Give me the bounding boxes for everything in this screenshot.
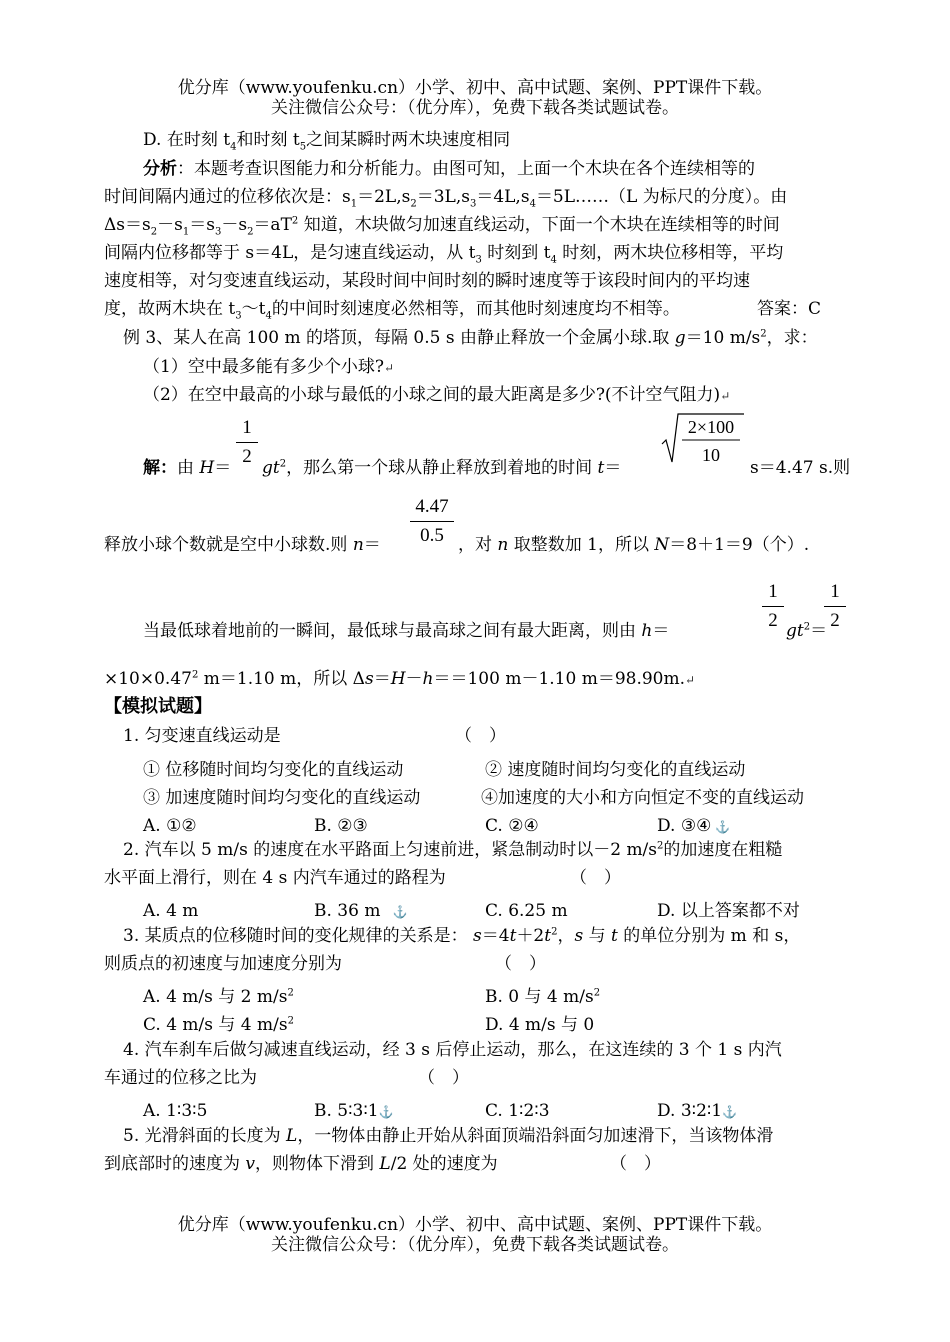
solution-line-1b: $gt^2$，那么第一个球从静止释放到着地的时间 t＝ xyxy=(262,458,622,478)
solution-line-3a: 当最低球着地前的一瞬间，最低球与最高球之间有最大距离，则由 h＝ xyxy=(143,621,670,641)
example3-stem: 例 3、某人在高 100 m 的塔顶，每隔 0.5 s 由静止释放一个金属小球.取 g＝10 $m/s^2$，求： xyxy=(123,328,818,348)
header-line-2: 关注微信公众号：（优分库），免费下载各类试题试卷。 xyxy=(271,98,679,118)
q1-choice-c: C. ②④ xyxy=(485,816,539,836)
q1-choice-a: A. ①② xyxy=(143,816,197,836)
q1-option-2: ② 速度随时间均匀变化的直线运动 xyxy=(485,760,746,780)
section-title: 【模拟试题】 xyxy=(104,696,212,717)
q3-choice-d: D. 4 m/s 与 0 xyxy=(485,1015,595,1035)
header-line-1: 优分库（www.youfenku.cn）小学、初中、高中试题、案例、PPT课件下载。 xyxy=(177,78,773,98)
analysis-line-2: 时间间隔内通过的位移依次是：$s_1=2L,s_2=3L,s_3=4L,s_4=5L\dots\dots(L$ 为标尺的分度）。由 xyxy=(104,187,788,210)
root-fraction: 2×100 10 xyxy=(687,417,735,465)
analysis-line-5: 速度相等，对匀变速直线运动，某段时间中间时刻的瞬时速度等于该段时间内的平均速 xyxy=(104,271,750,291)
q4-choice-b: B. 5∶3∶1⚓ xyxy=(314,1101,394,1121)
q3-line-1: 3. 某质点的位移随时间的变化规律的关系是： $s=4t+2t^2$，s 与 t 的单位分别为 m 和 s， xyxy=(123,926,801,946)
q4-line-2: 车通过的位移之比为 xyxy=(104,1068,257,1088)
fraction-half-1: 1 2 xyxy=(236,416,258,469)
q1-option-4: ④加速度的大小和方向恒定不变的直线运动 xyxy=(481,788,804,808)
q2-line-2: 水平面上滑行，则在 4 s 内汽车通过的路程为 xyxy=(104,868,446,888)
paragraph-mark-icon: ↵ xyxy=(685,673,696,687)
q4-paren: （ ） xyxy=(418,1068,469,1088)
q5-paren: （ ） xyxy=(610,1154,661,1174)
q5-line-2: 到底部时的速度为 v，则物体下滑到 L/2 处的速度为 xyxy=(104,1154,498,1174)
q1-option-3: ③ 加速度随时间均匀变化的直线运动 xyxy=(143,788,421,808)
analysis-line-4: 间隔内位移都等于 s＝4L，是匀速直线运动，从 $t_3$ 时刻到 $t_4$ 时刻，两木块位移相等，平均 xyxy=(104,243,784,266)
q2-paren: （ ） xyxy=(570,868,621,888)
fraction-n: 4.47 0.5 xyxy=(410,495,454,548)
q3-choice-b: B. 0 与 4 $m/s^2$ xyxy=(485,987,601,1007)
analysis-line-1: 分析：本题考查识图能力和分析能力。由图可知，上面一个木块在各个连续相等的 xyxy=(143,159,755,179)
paragraph-mark-icon: ↵ xyxy=(383,361,394,375)
analysis-label: 分析 xyxy=(143,159,177,179)
solution-line-4: $\times 10\times 0.47^2$ m＝1.10 m，所以 Δs＝H－h＝＝100 m－1.10 m＝98.90m.↵ xyxy=(104,669,696,689)
footer-line-1: 优分库（www.youfenku.cn）小学、初中、高中试题、案例、PPT课件下载。 xyxy=(177,1215,773,1235)
q1-stem: 1. 匀变速直线运动是 xyxy=(123,726,281,746)
q1-paren: （ ） xyxy=(455,726,506,746)
q2-choice-a: A. 4 m xyxy=(143,901,199,921)
q4-choice-a: A. 1∶3∶5 xyxy=(143,1101,208,1121)
q1-choice-d: D. ③④ ⚓ xyxy=(657,816,731,836)
analysis-answer: 答案：C xyxy=(757,299,822,319)
example3-question-1: （1）空中最多能有多少个小球?↵ xyxy=(143,357,394,377)
q2-choice-d: D. 以上答案都不对 xyxy=(657,901,800,921)
q5-line-1: 5. 光滑斜面的长度为 L，一物体由静止开始从斜面顶端沿斜面匀加速滑下，当该物体滑 xyxy=(123,1126,774,1146)
option-d-line: D. 在时刻 $t_4$和时刻 $t_5$之间某瞬时两木块速度相同 xyxy=(143,130,511,153)
q4-line-1: 4. 汽车刹车后做匀减速直线运动，经 3 s 后停止运动，那么，在这连续的 3 个 1 s 内汽 xyxy=(123,1040,782,1060)
q3-paren: （ ） xyxy=(495,954,546,974)
q2-choice-b: B. 36 m ⚓ xyxy=(314,901,408,921)
anchor-icon: ⚓ xyxy=(378,1105,394,1119)
q2-line-1: 2. 汽车以 5 m/s 的速度在水平路面上匀速前进，紧急制动时以－2 $m/s^2$的加速度在粗糙 xyxy=(123,840,783,860)
q2-choice-c: C. 6.25 m xyxy=(485,901,568,921)
analysis-line-6: 度，故两木块在 $t_3\sim t_4$的中间时刻速度必然相等，而其他时刻速度均不相等。 xyxy=(104,299,680,322)
anchor-icon: ⚓ xyxy=(380,905,408,919)
anchor-icon: ⚓ xyxy=(711,820,731,834)
anchor-icon: ⚓ xyxy=(722,1105,738,1119)
q3-choice-c: C. 4 m/s 与 4 $m/s^2$ xyxy=(143,1015,294,1035)
q3-line-2: 则质点的初速度与加速度分别为 xyxy=(104,954,342,974)
fraction-half-3: 1 2 xyxy=(824,580,846,633)
solution-line-2b: ，对 n 取整数加 1，所以 N＝8＋1＝9（个）. xyxy=(458,535,810,555)
q3-choice-a: A. 4 m/s 与 2 $m/s^2$ xyxy=(143,987,294,1007)
q1-option-1: ① 位移随时间均匀变化的直线运动 xyxy=(143,760,404,780)
q4-choice-d: D. 3∶2∶1⚓ xyxy=(657,1101,738,1121)
q1-choice-b: B. ②③ xyxy=(314,816,368,836)
solution-line-3b: $gt^2=$ xyxy=(786,621,828,641)
solution-line-2a: 释放小球个数就是空中小球数.则 n＝ xyxy=(104,535,381,555)
paragraph-mark-icon: ↵ xyxy=(720,389,731,403)
solution-line-1a: 解：由 H＝ xyxy=(143,458,232,478)
example3-question-2: （2）在空中最高的小球与最低的小球之间的最大距离是多少?(不计空气阻力)↵ xyxy=(143,385,731,405)
q4-choice-c: C. 1∶2∶3 xyxy=(485,1101,550,1121)
solution-line-1c: s＝4.47 s.则 xyxy=(750,458,851,478)
footer-line-2: 关注微信公众号：（优分库），免费下载各类试题试卷。 xyxy=(271,1235,679,1255)
fraction-half-2: 1 2 xyxy=(762,580,784,633)
analysis-line-3: $\Delta s=s_2-s_1=s_3-s_2=aT^2$ 知道，木块做匀加速直线运动，下面一个木块在连续相等的时间 xyxy=(104,215,780,238)
